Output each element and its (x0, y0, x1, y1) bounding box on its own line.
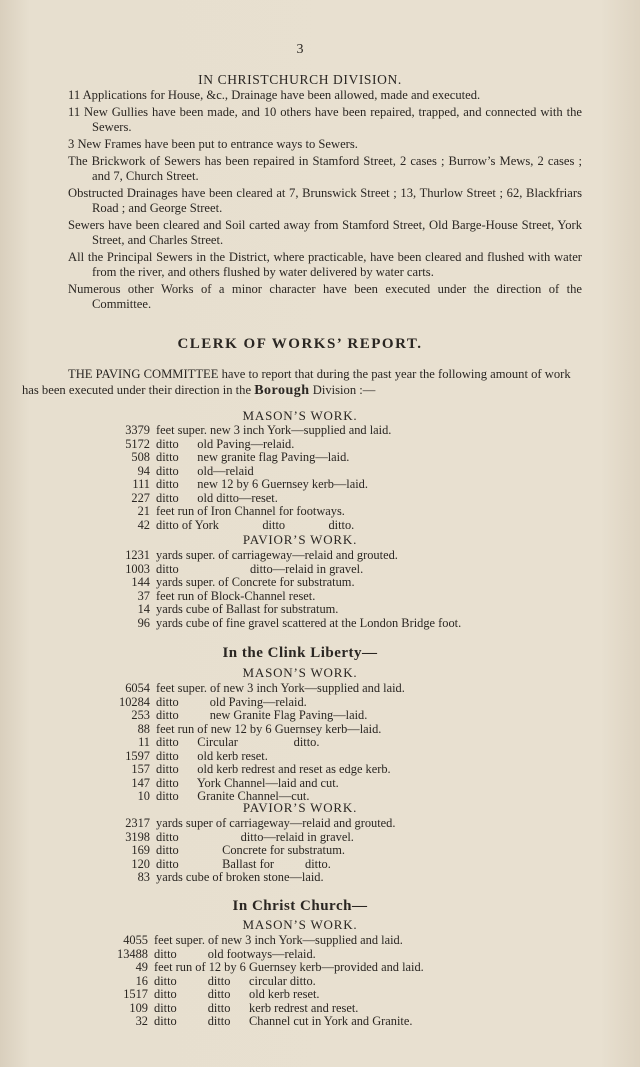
row-description: ditto of York ditto ditto. (156, 517, 355, 532)
table-row (112, 682, 405, 696)
row-description: yards super. of carriageway—relaid and grouted. (156, 548, 398, 562)
clink-paviors-table (112, 817, 395, 885)
clink-paviors-heading: PAVIOR’S WORK. (242, 800, 358, 815)
division-heading: IN CHRISTCHURCH DIVISION. (198, 72, 402, 87)
row-quantity: 21 (137, 504, 150, 518)
row-description: ditto ditto kerb redrest and reset. (154, 1000, 359, 1015)
row-description: ditto old kerb redrest and reset as edge kerb. (156, 762, 391, 776)
table-row (112, 696, 405, 710)
division-item: Sewers have been cleared and Soil carted away from Stamford Street, Old Barge-House Street, York Street, and Charles Street. (68, 218, 582, 247)
row-quantity: 2317 (125, 816, 150, 830)
row-quantity: 14 (137, 602, 150, 616)
row-description: ditto new granite flag Paving—laid. (156, 450, 350, 464)
table-row (120, 549, 461, 563)
row-quantity: 120 (131, 856, 150, 871)
christ-masons-table (110, 934, 424, 1029)
row-quantity: 11 (138, 735, 150, 749)
row-quantity: 6054 (125, 681, 150, 695)
row-description: ditto York Channel—laid and cut. (156, 775, 339, 790)
row-quantity: 16 (135, 973, 148, 988)
table-row (120, 603, 461, 617)
christ-masons-heading: MASON’S WORK. (242, 917, 358, 932)
row-quantity: 1231 (125, 548, 150, 562)
table-row (120, 519, 391, 533)
table-row (112, 831, 395, 845)
row-quantity: 94 (137, 463, 150, 478)
clink-masons-heading: MASON’S WORK. (242, 665, 358, 680)
row-description: ditto old Paving—relaid. (156, 436, 295, 451)
table-row (120, 590, 461, 604)
table-row (120, 492, 391, 506)
table-row (112, 858, 395, 872)
table-row (120, 505, 391, 519)
table-row (112, 871, 395, 885)
row-description: feet run of new 12 by 6 Guernsey kerb—laid. (156, 721, 382, 736)
row-quantity: 5172 (125, 436, 150, 451)
row-description: feet super. new 3 inch York—supplied and laid. (156, 423, 392, 437)
row-quantity: 147 (131, 775, 150, 790)
division-item: Obstructed Drainages have been cleared at 7, Brunswick Street ; 13, Thurlow Street ; 62, Blackfriars Road ; and George Street. (68, 186, 582, 215)
division-item: 11 New Gullies have been made, and 10 others have been repaired, trapped, and connected with the Sewers. (68, 105, 582, 134)
row-quantity: 32 (135, 1014, 148, 1028)
row-quantity: 37 (137, 588, 150, 603)
table-row (110, 961, 424, 975)
page-number: 3 (296, 42, 304, 57)
report-intro (22, 366, 578, 399)
row-quantity: 1003 (125, 561, 150, 576)
division-item: All the Principal Sewers in the District, where practicable, have been cleared and flushed with water from the river, and others flushed by water delivered by water carts. (68, 250, 582, 279)
row-quantity: 157 (131, 762, 150, 776)
row-description: ditto old—relaid (156, 463, 254, 478)
row-quantity: 83 (137, 870, 150, 884)
row-description: ditto Ballast for ditto. (156, 856, 331, 871)
table-row (110, 975, 424, 989)
table-row (120, 451, 391, 465)
table-row (110, 988, 424, 1002)
division-item: The Brickwork of Sewers has been repaired in Stamford Street, 2 cases ; Burrow’s Mews, 2 cases ; and 7, Church Street. (68, 154, 582, 183)
row-description: ditto ditto Channel cut in York and Granite. (154, 1014, 413, 1028)
row-description: ditto ditto old kerb reset. (154, 987, 320, 1001)
table-row (112, 763, 405, 777)
table-row (120, 438, 391, 452)
row-description: feet run of Iron Channel for footways. (156, 504, 345, 518)
row-quantity: 3198 (125, 829, 150, 844)
row-description: ditto Circular ditto. (156, 735, 320, 749)
row-quantity: 227 (131, 490, 150, 505)
row-quantity: 111 (132, 477, 150, 491)
table-row (110, 1002, 424, 1016)
row-quantity: 49 (135, 960, 148, 974)
table-row (112, 723, 405, 737)
row-description: yards cube of broken stone—laid. (156, 870, 324, 884)
division-item: 3 New Frames have been put to entrance ways to Sewers. (68, 137, 358, 151)
row-description: ditto Concrete for substratum. (156, 843, 345, 857)
row-description: ditto new Granite Flag Paving—laid. (156, 708, 368, 722)
row-description: ditto old footways—relaid. (154, 946, 316, 961)
row-quantity: 3379 (125, 423, 150, 437)
row-quantity: 10 (137, 789, 150, 803)
row-quantity: 253 (131, 708, 150, 722)
division-items (68, 88, 582, 314)
table-row (120, 478, 391, 492)
row-quantity: 88 (137, 721, 150, 736)
table-row (120, 563, 461, 577)
division-item: Numerous other Works of a minor character have been executed under the direction of the Committee. (68, 282, 582, 311)
row-description: yards cube of fine gravel scattered at the London Bridge foot. (156, 615, 462, 630)
clink-liberty-heading: In the Clink Liberty— (222, 645, 378, 661)
row-description: ditto Granite Channel—cut. (156, 789, 310, 803)
row-quantity: 1517 (123, 987, 148, 1001)
table-row (112, 750, 405, 764)
row-description: yards super. of Concrete for substratum. (156, 575, 355, 589)
row-quantity: 169 (131, 843, 150, 857)
table-row (120, 576, 461, 590)
borough-paviors-table (120, 549, 461, 630)
row-quantity: 144 (131, 575, 150, 589)
table-row (112, 736, 405, 750)
row-quantity: 10284 (119, 694, 150, 709)
row-description: feet run of Block-Channel reset. (156, 588, 316, 603)
table-row (110, 948, 424, 962)
table-row (120, 465, 391, 479)
clink-masons-table (112, 682, 405, 804)
row-quantity: 109 (129, 1000, 148, 1015)
row-description: yards super of carriageway—relaid and grouted. (156, 816, 396, 830)
division-item: 11 Applications for House, &c., Drainage have been allowed, made and executed. (68, 88, 481, 102)
row-description: ditto ditto—relaid in gravel. (156, 561, 364, 576)
row-description: feet run of 12 by 6 Guernsey kerb—provided and laid. (154, 960, 424, 974)
row-description: feet super. of new 3 inch York—supplied and laid. (156, 681, 405, 695)
table-row (112, 844, 395, 858)
borough-masons-table (120, 424, 391, 532)
row-quantity: 4055 (123, 933, 148, 947)
row-quantity: 96 (137, 615, 150, 630)
row-description: ditto ditto—relaid in gravel. (156, 829, 354, 844)
row-description: ditto old Paving—relaid. (156, 694, 307, 709)
intro-borough: Borough (254, 383, 310, 398)
borough-masons-heading: MASON’S WORK. (242, 408, 358, 423)
table-row (120, 617, 461, 631)
row-description: feet super. of new 3 inch York—supplied and laid. (154, 933, 403, 947)
row-description: ditto old ditto—reset. (156, 490, 278, 505)
clerk-of-works-heading: CLERK OF WORKS’ REPORT. (177, 336, 423, 352)
table-row (110, 934, 424, 948)
row-description: yards cube of Ballast for substratum. (156, 602, 339, 616)
table-row (110, 1015, 424, 1029)
intro-text: THE PAVING COMMITTEE have to report that during the past year the following amount of work has been executed under their direction in the (22, 367, 571, 397)
row-quantity: 42 (137, 517, 150, 532)
table-row (112, 777, 405, 791)
row-description: ditto ditto circular ditto. (154, 973, 316, 988)
borough-paviors-heading: PAVIOR’S WORK. (242, 532, 358, 547)
christ-church-heading: In Christ Church— (232, 898, 368, 914)
table-row (112, 817, 395, 831)
row-quantity: 508 (131, 450, 150, 464)
row-description: ditto new 12 by 6 Guernsey kerb—laid. (156, 477, 368, 491)
row-quantity: 1597 (125, 748, 150, 763)
table-row (112, 709, 405, 723)
intro-text-end: Division :— (309, 383, 376, 397)
table-row (120, 424, 391, 438)
row-quantity: 13488 (117, 946, 148, 961)
row-description: ditto old kerb reset. (156, 748, 268, 763)
